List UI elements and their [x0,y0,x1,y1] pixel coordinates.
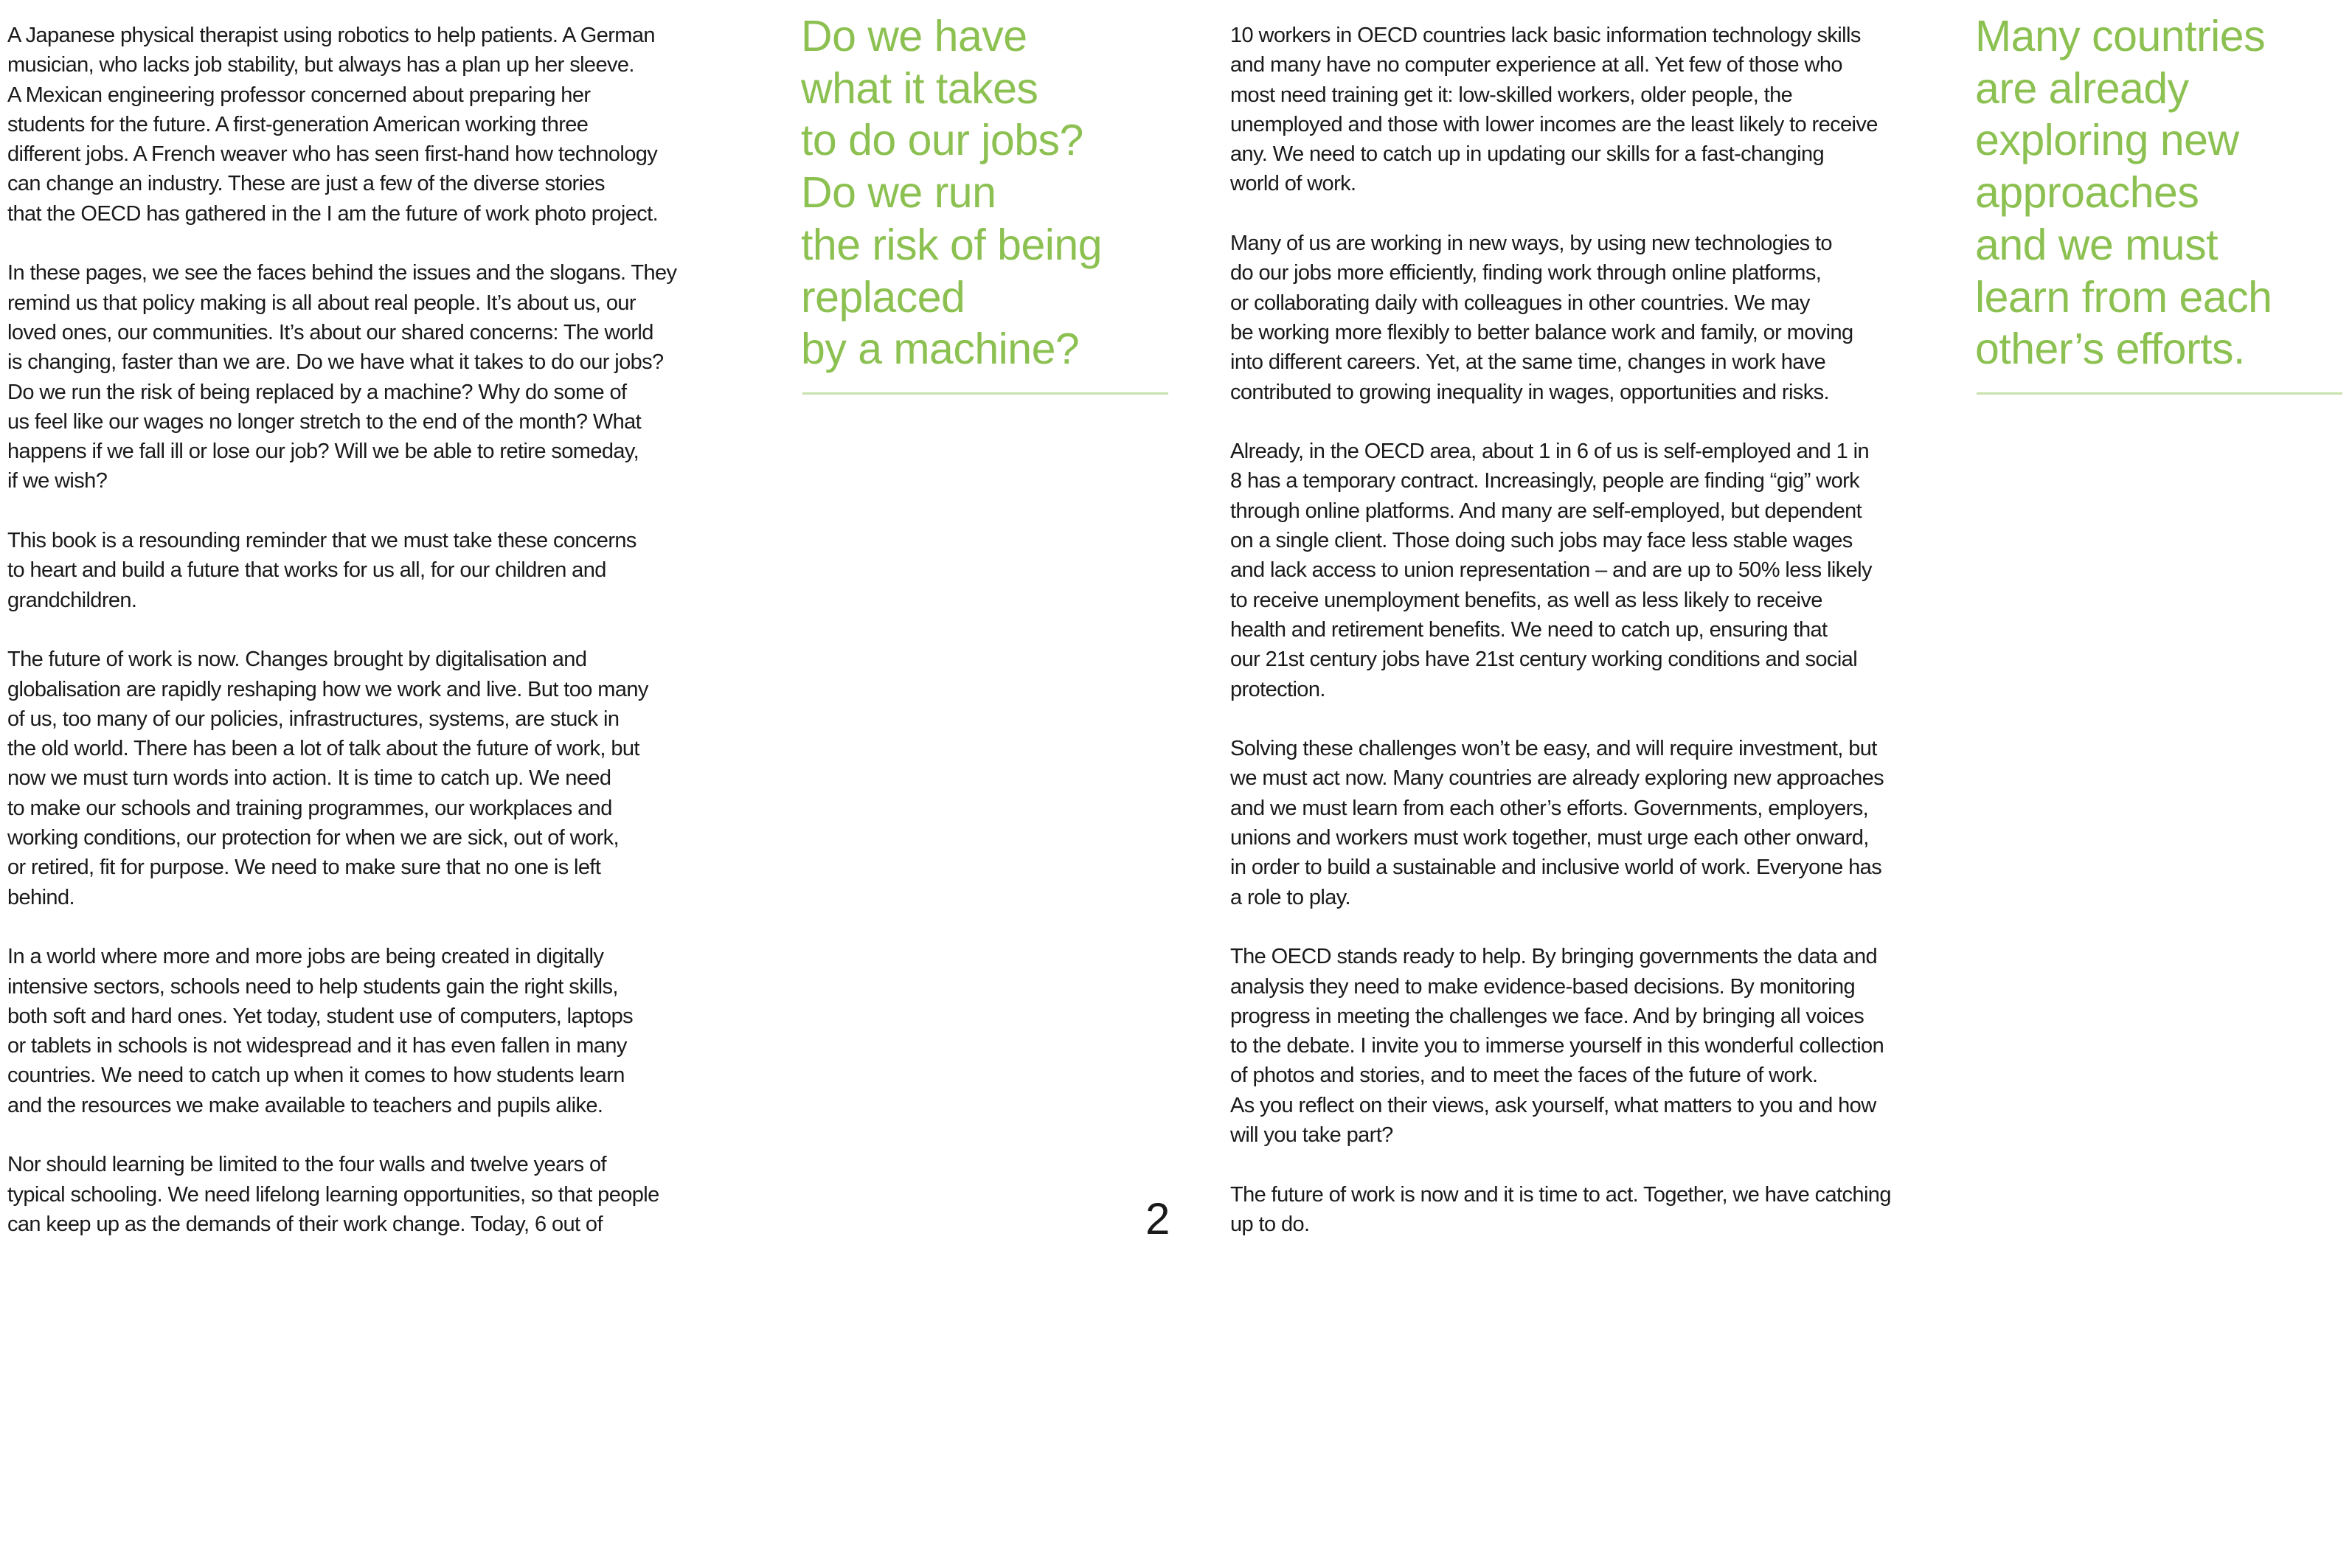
text-line: of us, too many of our policies, infrastructures, systems, are stuck in [7,707,620,731]
text-line: if we wish? [7,469,108,493]
pull-quote-line: are already [1975,63,2189,113]
text-line: happens if we fall ill or lose our job? Will we be able to retire someday, [7,440,639,464]
paragraph [1230,21,1968,199]
text-line: the old world. There has been a lot of talk about the future of work, but [7,737,639,761]
pull-quote-2 [1975,10,2272,375]
text-line: unemployed and those with lower incomes are the least likely to receive [1230,112,1878,136]
pull-quote-line: by a machine? [801,325,1080,374]
text-line: into different careers. Yet, at the same time, changes in work have [1230,350,1826,375]
pull-quote-1 [801,10,1102,375]
text-line: progress in meeting the challenges we face. And by bringing all voices [1230,1004,1864,1028]
body-column-left [7,21,738,1239]
text-line: do our jobs more efficiently, finding work through online platforms, [1230,261,1822,285]
body-column-right [1230,21,1968,1239]
text-line: working conditions, our protection for when we are sick, out of work, [7,826,620,850]
text-line: will you take part? [1230,1123,1393,1147]
pull-quote-line: what it takes [801,63,1038,113]
page-number: 2 [1145,1194,1170,1243]
text-line: or retired, fit for purpose. We need to make sure that no one is left [7,856,601,880]
text-line: different jobs. A French weaver who has seen first-hand how technology [7,142,658,167]
pull-quote-line: exploring new [1975,116,2239,165]
pull-quote-line: learn from each [1975,272,2272,322]
pull-quote-line: other’s efforts. [1975,325,2245,374]
text-line: intensive sectors, schools need to help students gain the right skills, [7,974,618,999]
text-line: A Mexican engineering professor concerned about preparing her [7,83,591,107]
text-line: to receive unemployment benefits, as well as less likely to receive [1230,588,1822,612]
text-line: grandchildren. [7,588,137,612]
text-line: world of work. [1230,172,1356,196]
text-line: and the resources we make available to teachers and pupils alike. [7,1093,603,1117]
paragraph [7,21,738,229]
paragraph [7,258,738,496]
pull-quote-line: and we must [1975,220,2218,269]
text-line: unions and workers must work together, must urge each other onward, [1230,826,1869,850]
text-line: This book is a resounding reminder that we must take these concerns [7,529,636,553]
paragraph [1230,229,1968,407]
text-line: In these pages, we see the faces behind the issues and the slogans. They [7,261,677,285]
text-line: both soft and hard ones. Yet today, student use of computers, laptops [7,1004,634,1028]
text-line: is changing, faster than we are. Do we have what it takes to do our jobs? [7,350,664,375]
text-line: and we must learn from each other’s efforts. Governments, employers, [1230,796,1869,820]
text-line: contributed to growing inequality in wages, opportunities and risks. [1230,380,1829,404]
text-line: students for the future. A first-generation American working three [7,112,589,136]
text-line: in order to build a sustainable and inclusive world of work. Everyone has [1230,856,1882,880]
text-line: any. We need to catch up in updating our skills for a fast-changing [1230,142,1825,167]
text-line: to heart and build a future that works for us all, for our children and [7,558,606,583]
paragraph [7,526,738,615]
text-line: or collaborating daily with colleagues in other countries. We may [1230,291,1810,315]
pull-quote-line: to do our jobs? [801,116,1083,165]
text-line: or tablets in schools is not widespread and it has even fallen in many [7,1034,627,1058]
text-line: health and retirement benefits. We need to catch up, ensuring that [1230,617,1828,642]
text-line: a role to play. [1230,885,1350,909]
text-line: A Japanese physical therapist using robotics to help patients. A German [7,24,655,47]
text-line: can keep up as the demands of their work change. Today, 6 out of [7,1212,603,1236]
text-line: behind. [7,885,74,909]
text-line: typical schooling. We need lifelong learning opportunities, so that people [7,1182,659,1207]
pull-quote-line: Many countries [1975,12,2266,60]
text-line: can change an industry. These are just a few of the diverse stories [7,172,605,196]
paragraph [7,942,738,1120]
text-line: In a world where more and more jobs are being created in digitally [7,945,604,969]
text-line: and many have no computer experience at all. Yet few of those who [1230,53,1842,77]
text-line: to make our schools and training programmes, our workplaces and [7,796,612,820]
paragraph [1230,942,1968,1150]
text-line: As you reflect on their views, ask yourself, what matters to you and how [1230,1093,1876,1117]
pull-quote-line: replaced [801,272,965,322]
text-line: on a single client. Those doing such jobs may face less stable wages [1230,529,1853,553]
text-line: remind us that policy making is all about real people. It’s about us, our [7,291,636,315]
pull-quote-line: Do we have [801,12,1027,60]
text-line: Nor should learning be limited to the four walls and twelve years of [7,1153,606,1177]
text-line: Already, in the OECD area, about 1 in 6 of us is self-employed and 1 in [1230,440,1870,464]
text-line: and lack access to union representation – and are up to 50% less likely [1230,558,1872,583]
text-line: that the OECD has gathered in the I am the future of work photo project. [7,201,659,226]
text-line: most need training get it: low-skilled workers, older people, the [1230,83,1793,107]
pull-quote-1-divider [802,392,1168,395]
text-line: of photos and stories, and to meet the faces of the future of work. [1230,1064,1818,1088]
text-line: protection. [1230,677,1325,701]
paragraph [1230,1180,1968,1240]
text-line: The future of work is now and it is time to act. Together, we have catching [1230,1182,1891,1207]
text-line: through online platforms. And many are self-employed, but dependent [1230,499,1862,523]
text-line: countries. We need to catch up when it comes to how students learn [7,1064,625,1088]
text-line: Many of us are working in new ways, by using new technologies to [1230,232,1832,256]
pull-quote-line: approaches [1975,168,2199,218]
paragraph [1230,437,1968,704]
text-line: now we must turn words into action. It is time to catch up. We need [7,766,611,791]
pull-quote-line: the risk of being [801,220,1103,269]
text-line: to the debate. I invite you to immerse yourself in this wonderful collection [1230,1034,1884,1058]
paragraph [7,645,738,912]
pull-quote-2-divider [1977,392,2342,395]
text-line: 10 workers in OECD countries lack basic information technology skills [1230,24,1861,47]
pull-quote-line: Do we run [801,168,996,218]
text-line: Solving these challenges won’t be easy, and will require investment, but [1230,737,1877,761]
text-line: loved ones, our communities. It’s about our shared concerns: The world [7,320,653,344]
text-line: 8 has a temporary contract. Increasingly, people are finding “gig” work [1230,469,1860,493]
text-line: musician, who lacks job stability, but always has a plan up her sleeve. [7,53,634,77]
text-line: be working more flexibly to better balance work and family, or moving [1230,320,1853,344]
text-line: The future of work is now. Changes brought by digitalisation and [7,648,587,672]
text-line: analysis they need to make evidence-based decisions. By monitoring [1230,974,1856,999]
text-line: we must act now. Many countries are already exploring new approaches [1230,766,1884,791]
text-line: globalisation are rapidly reshaping how we work and live. But too many [7,677,648,701]
paragraph [7,1150,738,1239]
paragraph [1230,734,1968,912]
text-line: Do we run the risk of being replaced by a machine? Why do some of [7,380,627,404]
text-line: our 21st century jobs have 21st century working conditions and social [1230,648,1858,672]
text-line: us feel like our wages no longer stretch to the end of the month? What [7,409,642,434]
text-line: The OECD stands ready to help. By bringing governments the data and [1230,945,1878,969]
text-line: up to do. [1230,1212,1310,1236]
